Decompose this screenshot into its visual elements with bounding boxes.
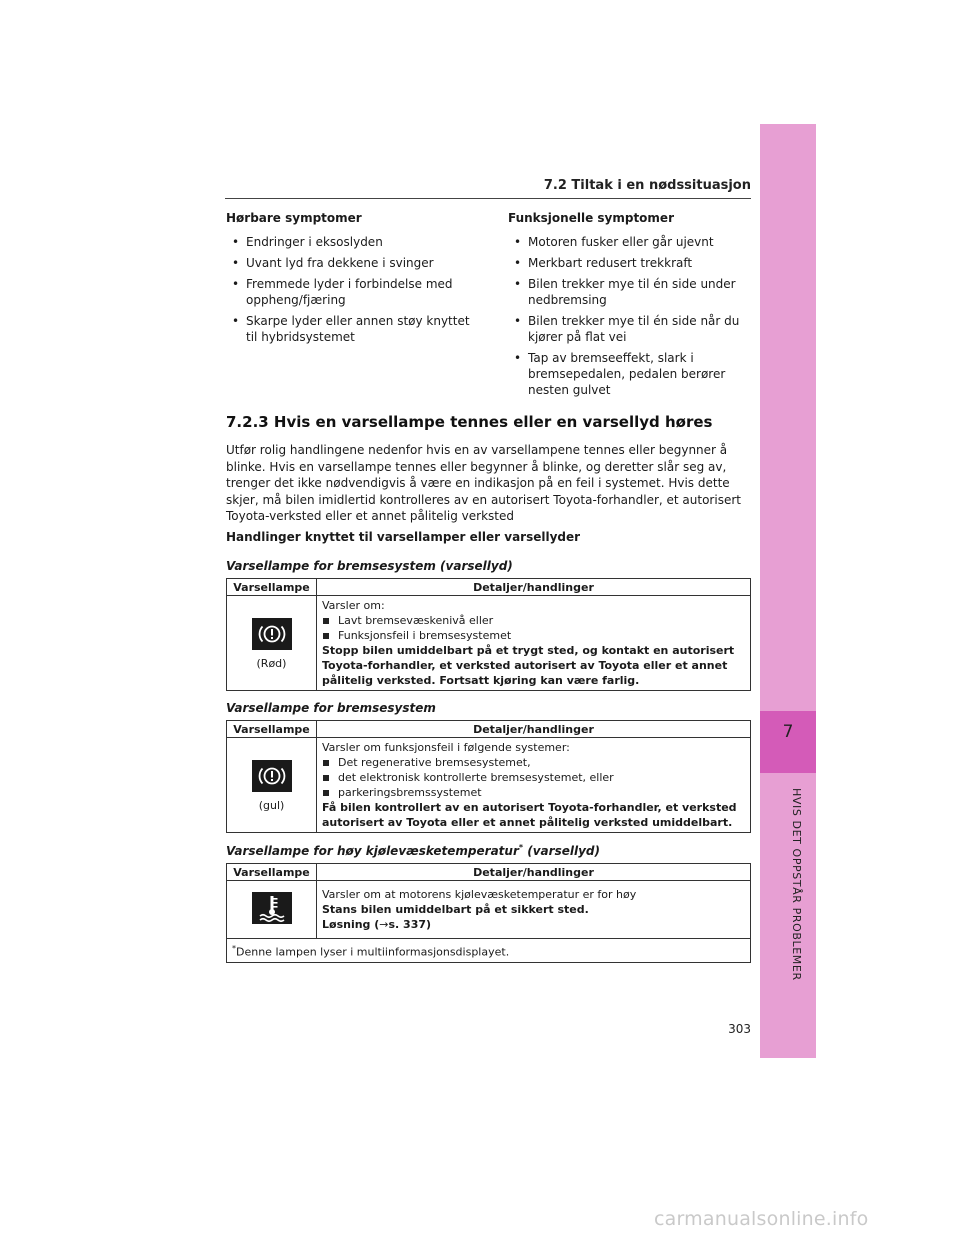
- brake-warning-icon: [252, 760, 292, 792]
- functional-title: Funksjonelle symptomer: [508, 211, 674, 225]
- lamp-color-label: (gul): [258, 799, 285, 812]
- column-header: Detaljer/handlinger: [317, 721, 751, 738]
- list-item: det elektronisk kontrollerte bremsesystemet, eller: [322, 770, 745, 785]
- details-cell: [317, 881, 751, 939]
- page-link[interactable]: s. 337: [388, 918, 427, 931]
- lamp-cell: [227, 596, 317, 691]
- section-title: 7.2.3 Hvis en varsellampe tennes eller en varsellyd høres: [226, 413, 713, 431]
- watermark: carmanualsonline.info: [654, 1208, 869, 1230]
- details-cell: [317, 738, 751, 833]
- details-lead: Varsler om:: [322, 599, 385, 612]
- table-caption-brake-yellow: Varsellampe for bremsesystem: [226, 701, 436, 715]
- column-header: Varsellampe: [227, 721, 317, 738]
- list-item: • Bilen trekker mye til én side når du kjører på flat vei: [508, 313, 751, 345]
- audible-symptoms: [226, 210, 481, 350]
- section-header: 7.2 Tiltak i en nødssituasjon: [543, 178, 751, 193]
- list-item: Funksjonsfeil i bremsesystemet: [322, 628, 745, 643]
- lamp-cell: [227, 738, 317, 833]
- column-header: Varsellampe: [227, 864, 317, 881]
- table-caption-coolant: [226, 843, 600, 858]
- page-number: 303: [728, 1022, 751, 1036]
- list-item: Lavt bremsevæskenivå eller: [322, 613, 745, 628]
- footnote-text: Denne lampen lyser i multiinformasjonsdisplayet.: [236, 945, 510, 959]
- action-text: Stopp bilen umiddelbart på et trygt sted, og kontakt en autorisert Toyota-forhandler, et verksted autorisert av Toyota eller et annet pålitelig verksted. Fortsatt kjøring kan være farlig.: [322, 644, 735, 687]
- list-item: • Fremmede lyder i forbindelse med oppheng/fjæring: [226, 276, 481, 308]
- list-item: • Uvant lyd fra dekkene i svinger: [226, 255, 481, 271]
- chapter-number-box: [760, 711, 816, 773]
- list-item: • Motoren fusker eller går ujevnt: [508, 234, 751, 250]
- column-header: Varsellampe: [227, 579, 317, 596]
- list-item: • Skarpe lyder eller annen støy knyttet til hybridsystemet: [226, 313, 481, 345]
- list-item: • Endringer i eksoslyden: [226, 234, 481, 250]
- caption-suffix: (varsellyd): [523, 844, 600, 858]
- details-lead: Varsler om at motorens kjølevæsketemperatur er for høy: [322, 888, 637, 901]
- coolant-table: [226, 863, 751, 963]
- lamp-color-label: (Rød): [256, 657, 287, 670]
- column-header: Detaljer/handlinger: [317, 864, 751, 881]
- action-text: Få bilen kontrollert av en autorisert Toyota-forhandler, et verksted autorisert av Toyota eller et annet pålitelig verksted umiddelbart.: [322, 801, 737, 829]
- chapter-number: 7: [782, 722, 794, 742]
- footnote-cell: [227, 939, 751, 963]
- chapter-side-tab: [760, 124, 816, 1058]
- table-caption-brake-red: Varsellampe for bremsesystem (varsellyd): [226, 559, 513, 573]
- footnote-marker: *: [232, 944, 236, 953]
- brake-red-table: [226, 578, 751, 691]
- audible-title: Hørbare symptomer: [226, 211, 362, 225]
- lamp-cell: [227, 881, 317, 939]
- details-lead: Varsler om funksjonsfeil i følgende systemer:: [322, 741, 570, 754]
- list-item: parkeringsbremssystemet: [322, 785, 745, 800]
- functional-list: [508, 234, 751, 398]
- details-cell: [317, 596, 751, 691]
- footnote-marker: *: [518, 843, 524, 852]
- audible-list: [226, 234, 481, 345]
- solution-label: Løsning (: [322, 918, 380, 931]
- list-item: • Tap av bremseeffekt, slark i bremsepedalen, pedalen berører nesten gulvet: [508, 350, 751, 398]
- caption-text: Varsellampe for høy kjølevæsketemperatur: [226, 844, 519, 858]
- list-item: • Bilen trekker mye til én side under nedbremsing: [508, 276, 751, 308]
- solution-end: ): [426, 918, 432, 931]
- section-intro: Utfør rolig handlingene nedenfor hvis en av varsellampene tennes eller begynner å blinke. Hvis en varsellampe tennes eller begynner å blinke, og deretter slår seg av, trenger det ikke nødvendigvis å være en indikasjon på en feil i systemet. Hvis dette skjer, må bilen imidlertid kontrolleres av en autorisert Toyota-forhandler, et autorisert Toyota-verksted eller et annet pålitelig verksted: [226, 443, 741, 523]
- solution-reference: [322, 917, 745, 932]
- brake-warning-icon: [252, 618, 292, 650]
- actions-subheading: Handlinger knyttet til varsellamper eller varsellyder: [226, 530, 581, 544]
- chapter-label: HVIS DET OPPSTÅR PROBLEMER: [790, 788, 803, 981]
- header-rule: [225, 198, 751, 199]
- column-header: Detaljer/handlinger: [317, 579, 751, 596]
- coolant-temperature-icon: [252, 892, 292, 924]
- arrow-icon: →: [379, 918, 389, 931]
- list-item: • Merkbart redusert trekkraft: [508, 255, 751, 271]
- action-text: Stans bilen umiddelbart på et sikkert sted.: [322, 903, 589, 916]
- functional-symptoms: [508, 210, 751, 403]
- list-item: Det regenerative bremsesystemet,: [322, 755, 745, 770]
- brake-yellow-table: [226, 720, 751, 833]
